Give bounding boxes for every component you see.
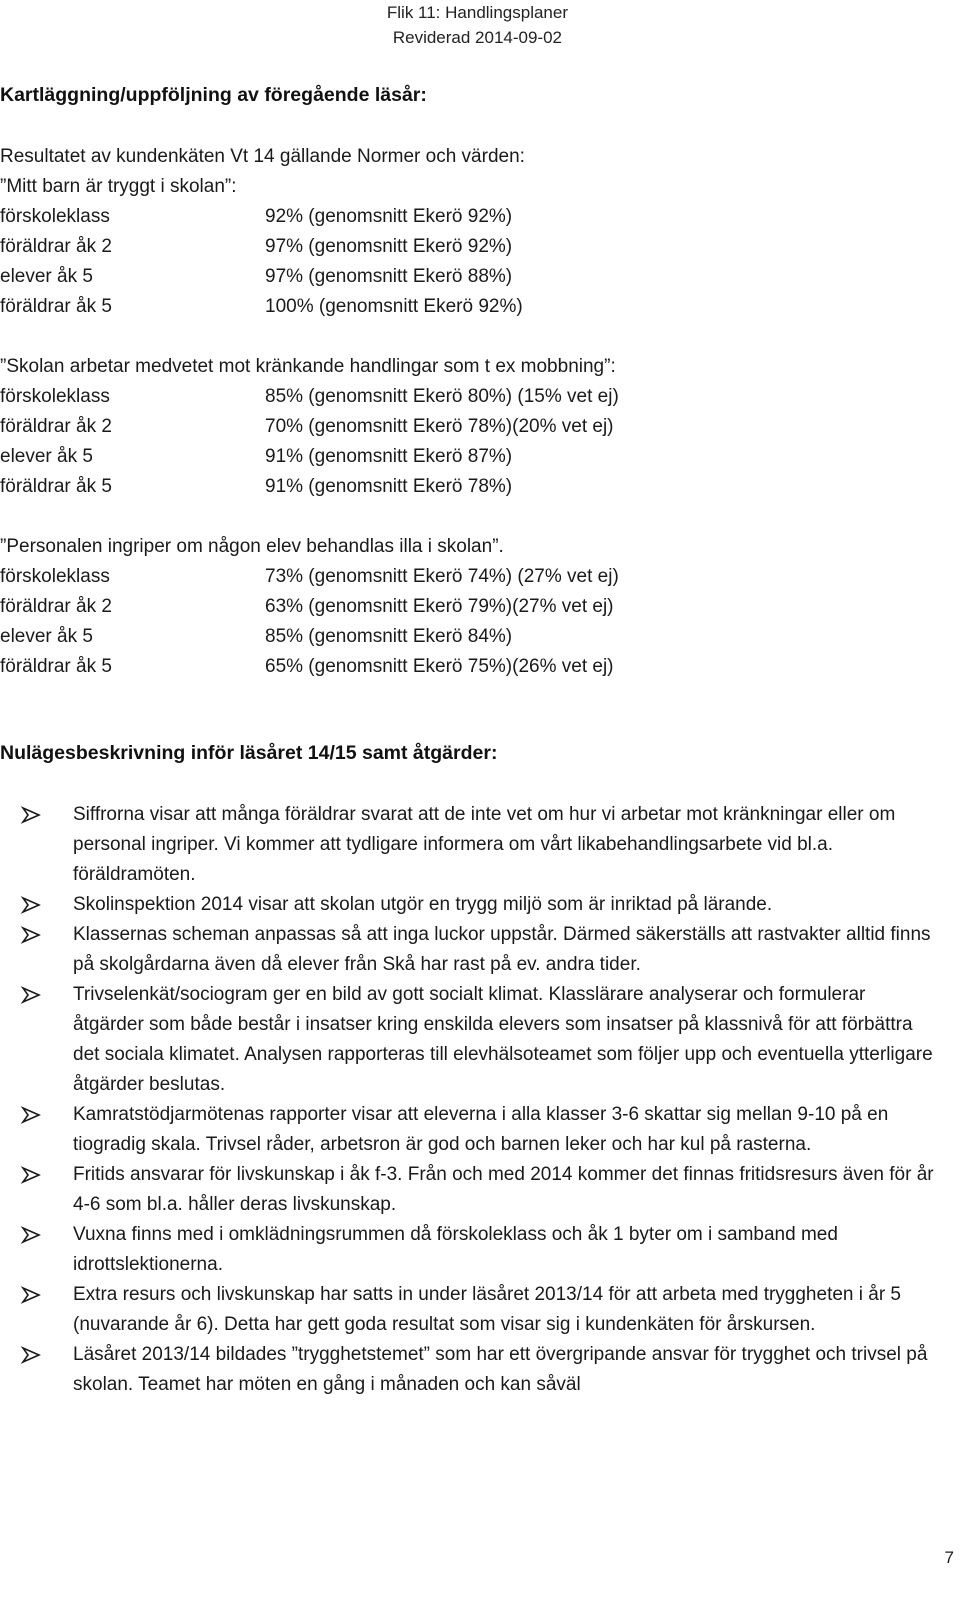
list-item-text: Fritids ansvarar för livskunskap i åk f-3. Från och med 2014 kommer det finnas fritidsresurs även för år 4-6 som bl.a. håller deras livskunskap. (73, 1164, 934, 1215)
arrow-bullet-icon (20, 1280, 42, 1310)
result-row (0, 412, 900, 442)
result-value: 85% (genomsnitt Ekerö 84%) (265, 626, 513, 647)
respondent-label: förskoleklass (0, 566, 110, 587)
list-item-text: Skolinspektion 2014 visar att skolan utgör en trygg miljö som är inriktad på lärande. (73, 894, 773, 915)
respondent-label: förskoleklass (0, 206, 110, 227)
list-item-text: Kamratstödjarmötenas rapporter visar att eleverna i alla klasser 3-6 skattar sig mellan 9-10 på en tiogradig skala. Trivsel råder, arbetsron är god och barnen leker och har kul på rasterna. (73, 1104, 889, 1155)
respondent-label: föräldrar åk 2 (0, 596, 112, 617)
result-value: 63% (genomsnitt Ekerö 79%)(27% vet ej) (265, 596, 614, 617)
list-item-text: Extra resurs och livskunskap har satts in under läsåret 2013/14 för att arbeta med tryggheten i år 5 (nuvarande år 6). Detta har gett goda resultat som visar sig i kundenkäten för årskursen. (73, 1284, 901, 1335)
respondent-label: elever åk 5 (0, 446, 93, 467)
group-title-safe: ”Mitt barn är tryggt i skolan”: (0, 176, 237, 197)
list-item (0, 1340, 935, 1400)
result-row (0, 472, 900, 502)
arrow-bullet-icon (20, 1100, 42, 1130)
result-value: 73% (genomsnitt Ekerö 74%) (27% vet ej) (265, 566, 619, 587)
respondent-label: föräldrar åk 2 (0, 416, 112, 437)
result-value: 85% (genomsnitt Ekerö 80%) (15% vet ej) (265, 386, 619, 407)
result-row (0, 232, 900, 262)
list-item (0, 980, 935, 1100)
header-revision-date: Reviderad 2014-09-02 (392, 28, 563, 47)
respondent-label: elever åk 5 (0, 266, 93, 287)
result-value: 91% (genomsnitt Ekerö 78%) (265, 476, 513, 497)
result-row (0, 202, 900, 232)
header-title: Flik 11: Handlingsplaner (386, 3, 568, 22)
result-row (0, 622, 900, 652)
measures-list (0, 800, 935, 1400)
group-title-bullying: ”Skolan arbetar medvetet mot kränkande handlingar som t ex mobbning”: (0, 356, 616, 377)
section-heading-current-status: Nulägesbeskrivning inför läsåret 14/15 samt åtgärder: (0, 742, 498, 764)
list-item (0, 800, 935, 890)
result-row (0, 562, 900, 592)
result-row (0, 592, 900, 622)
result-value: 97% (genomsnitt Ekerö 88%) (265, 266, 513, 287)
section-heading-survey: Kartläggning/uppföljning av föregående läsår: (0, 84, 427, 106)
list-item-text: Trivselenkät/sociogram ger en bild av gott socialt klimat. Klasslärare analyserar och formulerar åtgärder som både består i insatser kring enskilda elevers som insatser på klassnivå för att förbättra det sociala klimatet. Analysen rapporteras till elevhälsoteamet som följer upp och eventuella ytterligare åtgärder beslutas. (73, 984, 933, 1095)
arrow-bullet-icon (20, 980, 42, 1010)
result-row (0, 262, 900, 292)
list-item (0, 890, 935, 920)
list-item (0, 1100, 935, 1160)
respondent-label: föräldrar åk 5 (0, 296, 112, 317)
result-value: 92% (genomsnitt Ekerö 92%) (265, 206, 513, 227)
arrow-bullet-icon (20, 800, 42, 830)
survey-intro: Resultatet av kundenkäten Vt 14 gällande Normer och värden: (0, 146, 525, 167)
result-row (0, 292, 900, 322)
list-item-text: Siffrorna visar att många föräldrar svarat att de inte vet om hur vi arbetar mot kränkningar eller om personal ingriper. Vi kommer att tydligare informera om vårt likabehandlingsarbete vid bl.a. föräldramöten. (73, 804, 896, 885)
respondent-label: förskoleklass (0, 386, 110, 407)
respondent-label: föräldrar åk 5 (0, 656, 112, 677)
list-item (0, 1280, 935, 1340)
respondent-label: elever åk 5 (0, 626, 93, 647)
result-value: 91% (genomsnitt Ekerö 87%) (265, 446, 513, 467)
result-value: 70% (genomsnitt Ekerö 78%)(20% vet ej) (265, 416, 614, 437)
page-header (387, 0, 568, 50)
group-title-staff: ”Personalen ingriper om någon elev behandlas illa i skolan”. (0, 536, 504, 557)
page-number: 7 (944, 1548, 954, 1567)
list-item (0, 1220, 935, 1280)
result-value: 65% (genomsnitt Ekerö 75%)(26% vet ej) (265, 656, 614, 677)
arrow-bullet-icon (20, 920, 42, 950)
list-item-text: Läsåret 2013/14 bildades ”trygghetstemet” som har ett övergripande ansvar för trygghet och trivsel på skolan. Teamet har möten en gång i månaden och kan såväl (73, 1344, 928, 1395)
result-row (0, 382, 900, 412)
list-item (0, 920, 935, 980)
list-item-text: Vuxna finns med i omklädningsrummen då förskoleklass och åk 1 byter om i samband med idrottslektionerna. (73, 1224, 838, 1275)
result-value: 97% (genomsnitt Ekerö 92%) (265, 236, 513, 257)
arrow-bullet-icon (20, 890, 42, 920)
result-value: 100% (genomsnitt Ekerö 92%) (265, 296, 523, 317)
respondent-label: föräldrar åk 5 (0, 476, 112, 497)
result-row (0, 442, 900, 472)
arrow-bullet-icon (20, 1160, 42, 1190)
list-item-text: Klassernas scheman anpassas så att inga luckor uppstår. Därmed säkerställs att rastvakter alltid finns på skolgårdarna även då elever från Skå har rast på ev. andra tider. (73, 924, 931, 975)
arrow-bullet-icon (20, 1220, 42, 1250)
list-item (0, 1160, 935, 1220)
result-row (0, 652, 900, 682)
respondent-label: föräldrar åk 2 (0, 236, 112, 257)
arrow-bullet-icon (20, 1340, 42, 1370)
